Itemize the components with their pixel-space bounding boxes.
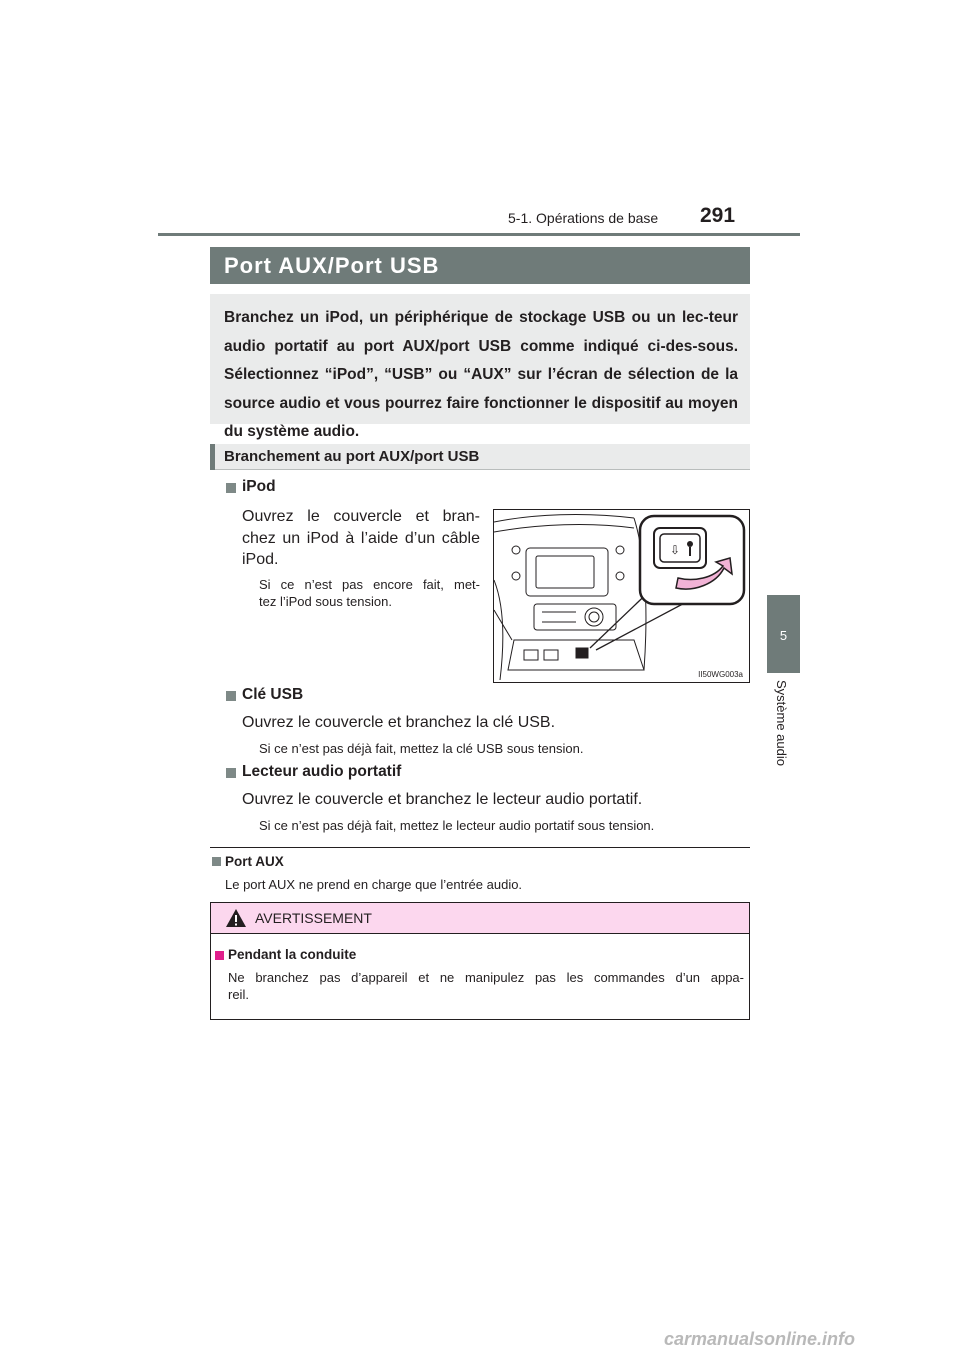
warning-bullet-icon [215,951,224,960]
portable-heading: Lecteur audio portatif [242,763,402,780]
page-title-bar [210,247,750,284]
ipod-body-line: chez un iPod à l’aide d’un câble [242,529,480,547]
warning-body-line: reil. [228,987,249,1002]
ipod-body-line: iPod. [242,551,279,568]
chapter-tab [767,595,800,673]
warning-box [210,902,750,1020]
ipod-note-line: tez l’iPod sous tension. [259,594,392,609]
bullet-square-icon [226,691,236,701]
intro-box [210,294,750,440]
warning-body-line: Ne branchez pas d’appareil et ne manipulez pas les commandes d’un appa- [228,970,744,985]
warning-triangle-icon [225,908,247,928]
usb-heading: Clé USB [242,686,304,703]
warning-header [211,903,749,934]
chapter-label [766,680,802,820]
bullet-square-icon [226,768,236,778]
warning-label: AVERTISSEMENT [255,910,372,926]
portable-note: Si ce n’est pas déjà fait, mettez le lecteur audio portatif sous tension. [259,818,655,833]
chapter-title: Système audio [774,680,789,766]
ipod-heading: iPod [242,478,276,495]
header-rule [158,233,800,236]
chapter-number: 5 [779,628,788,643]
subheading [210,444,750,470]
ipod-body-line: Ouvrez le couvercle et bran- [242,508,480,525]
warning-body [228,969,744,1003]
warning-heading: Pendant la conduite [228,947,357,962]
portable-body: Ouvrez le couvercle et branchez le lecteur audio portatif. [242,791,643,808]
subheading-accent [210,444,215,470]
bullet-square-icon [212,857,221,866]
usb-port-cover-drawing [654,528,706,568]
bullet-square-icon [226,483,236,493]
illustration-code: II50WG003a [698,670,743,679]
ipod-body [242,506,480,571]
page-number: 291 [700,204,736,227]
ipod-note-line: Si ce n’est pas encore fait, met- [259,577,480,592]
page-title: Port AUX/Port USB [224,253,440,278]
subheading-text: Branchement au port AUX/port USB [224,448,480,465]
note-divider [210,847,750,848]
watermark: carmanualsonline.info [664,1329,856,1349]
dashboard-illustration [493,509,750,683]
aux-note-heading: Port AUX [225,854,284,869]
svg-text:⇩: ⇩ [670,543,681,557]
intro-text: Branchez un iPod, un périphérique de stockage USB ou un lec-teur audio portatif au port AUX/port USB comme indiqué ci-des-sous. Sélectionnez “iPod”, “USB” ou “AUX” sur l’écran de sélection de la source audio et vous pourrez faire fonctionner le dispositif au moyen du système audio. [224,309,738,440]
section-reference: 5-1. Opérations de base [508,210,659,226]
usb-body: Ouvrez le couvercle et branchez la clé USB. [242,714,556,731]
aux-note-body: Le port AUX ne prend en charge que l’entrée audio. [225,877,523,892]
usb-note: Si ce n’est pas déjà fait, mettez la clé USB sous tension. [259,741,584,756]
ipod-note [259,576,480,610]
dashboard-usb-port-drawing [494,510,749,682]
